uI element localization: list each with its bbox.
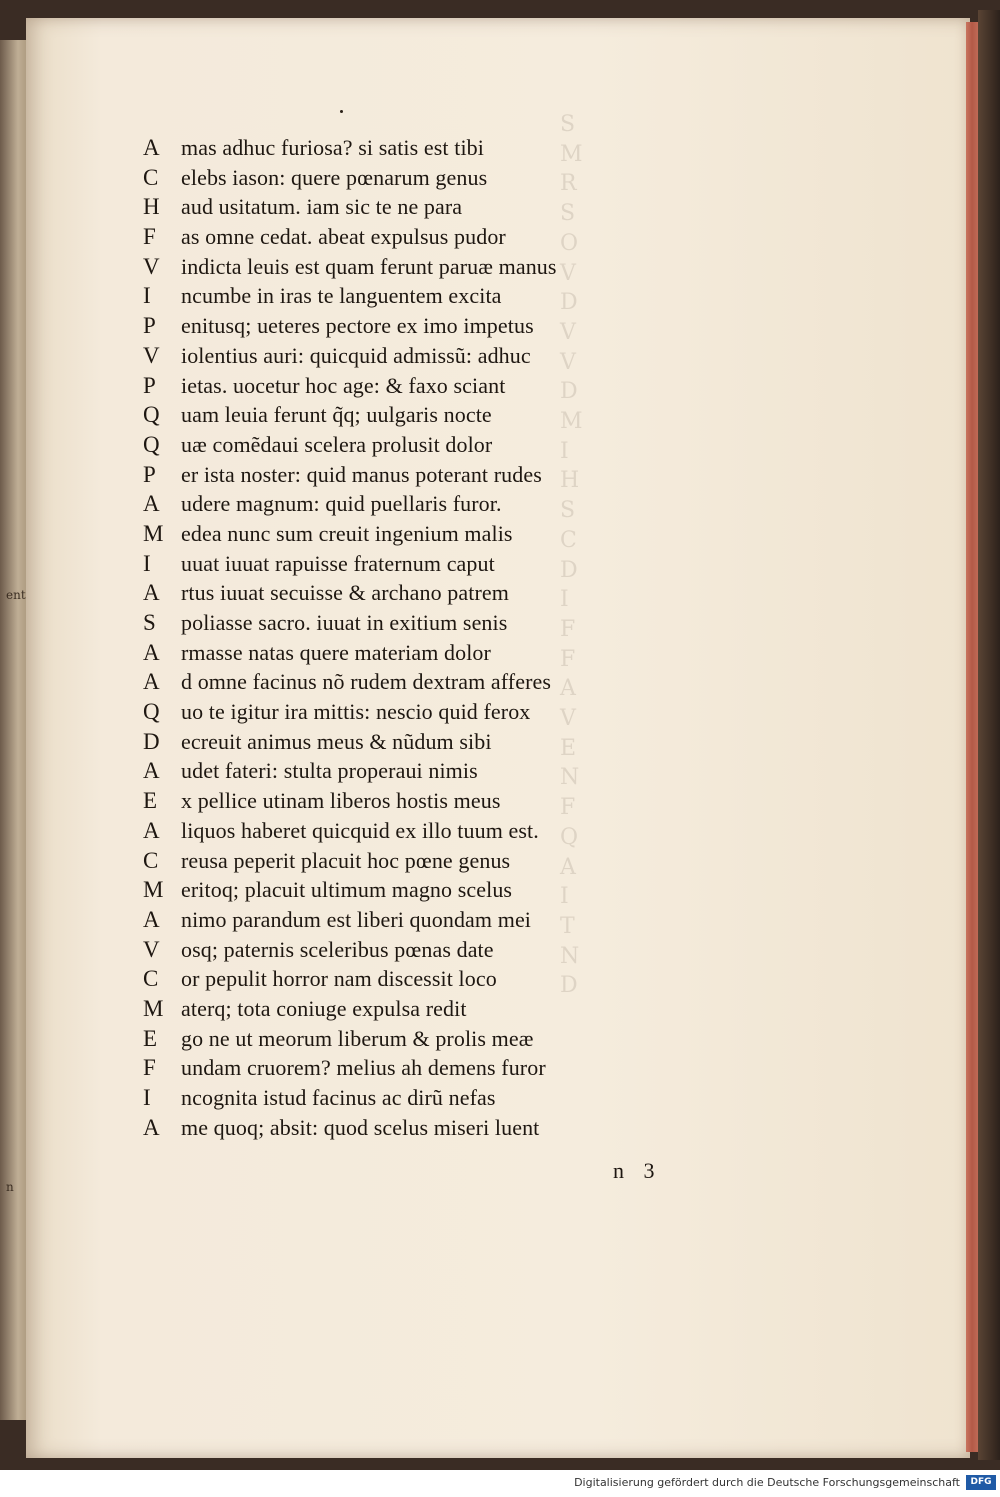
verse-line: [143, 697, 663, 727]
dfg-logo: DFG: [966, 1475, 996, 1490]
show-through-letter: N: [560, 943, 580, 969]
book-cover-edge: [978, 10, 1000, 1460]
verse-line: [143, 371, 663, 401]
verse-initial: A: [143, 491, 160, 517]
show-through-letter: I: [560, 587, 569, 613]
verse-line: [143, 905, 663, 935]
signature-mark: [613, 1158, 655, 1184]
verse-text: aterq; tota coniuge expulsa redit: [181, 995, 467, 1021]
verse-initial: A: [143, 639, 160, 665]
verse-line: [143, 935, 663, 965]
verse-initial: A: [143, 1114, 160, 1140]
show-through-letter: M: [560, 409, 583, 435]
verse-initial: A: [143, 758, 160, 784]
verse-initial: A: [143, 135, 160, 160]
verse-line: [143, 519, 663, 549]
footer-credit: Digitalisierung gefördert durch die Deutsche Forschungsgemeinschaft: [574, 1476, 960, 1489]
verse-text: x pellice utinam liberos hostis meus: [181, 788, 501, 814]
verse-text: ietas. uocetur hoc age: & faxo sciant: [181, 372, 506, 398]
verse-initial: A: [143, 906, 160, 932]
left-page-fragment: ent: [6, 588, 26, 602]
show-through-letter: N: [560, 765, 580, 791]
verse-initial: M: [143, 995, 164, 1021]
verse-text: ecreuit animus meus & nũdum sibi: [181, 728, 492, 754]
verse-initial: I: [143, 1085, 151, 1110]
verse-initial: F: [143, 1055, 156, 1081]
show-through-letter: F: [560, 795, 576, 821]
verse-line: [143, 846, 663, 876]
show-through-letter: F: [560, 646, 576, 672]
verse-initial: E: [143, 1025, 158, 1051]
verse-initial: E: [143, 788, 158, 814]
left-page-fragment: n: [6, 1180, 14, 1194]
verse-line: [143, 756, 663, 786]
verse-line: [143, 816, 663, 846]
verse-text: reusa peperit placuit hoc pœne genus: [181, 847, 511, 873]
verse-text: d omne facinus nõ rudem dextram afferes: [181, 669, 552, 695]
show-through-letter: D: [560, 973, 578, 999]
show-through-letter: V: [560, 349, 576, 375]
verse-text: aud usitatum. iam sic te ne para: [181, 194, 463, 220]
verse-line: [143, 964, 663, 994]
verse-initial: M: [143, 520, 164, 546]
verse-text: edea nunc sum creuit ingenium malis: [181, 520, 513, 546]
verse-line: [143, 192, 663, 222]
show-through-letter: F: [560, 616, 576, 642]
verse-line: [143, 578, 663, 608]
verse-text: uam leuia ferunt q̃q; uulgaris nocte: [181, 402, 492, 428]
verse-line: [143, 1113, 663, 1143]
verse-initial: A: [143, 580, 160, 606]
show-through-letter: V: [560, 706, 576, 732]
verse-text: elebs iason: quere pœnarum genus: [181, 164, 488, 190]
verse-line: [143, 311, 663, 341]
verse-text: uuat iuuat rapuisse fraternum caput: [181, 550, 495, 576]
verse-text: ncumbe in iras te languentem excita: [181, 283, 502, 309]
signature-number: 3: [643, 1158, 655, 1183]
verse-line: [143, 608, 663, 638]
verse-initial: V: [143, 253, 160, 279]
verse-line: [143, 430, 663, 460]
verse-line: [143, 281, 663, 311]
verse-initial: A: [143, 669, 160, 695]
show-through-letter: I: [560, 884, 569, 910]
verse-initial: M: [143, 877, 164, 903]
verse-text: indicta leuis est quam ferunt paruæ manus: [181, 253, 557, 279]
verse-text: as omne cedat. abeat expulsus pudor: [181, 224, 506, 250]
verse-text: undam cruorem? melius ah demens furor: [181, 1055, 546, 1081]
verse-line: [143, 786, 663, 816]
show-through-letter: H: [560, 468, 580, 494]
show-through-letter: E: [560, 735, 577, 761]
verse-line: [143, 489, 663, 519]
show-through-letter: V: [560, 319, 576, 345]
verse-initial: Q: [143, 431, 160, 457]
red-page-edges: [966, 22, 978, 1452]
show-through-letter: I: [560, 438, 569, 464]
verse-line: [143, 994, 663, 1024]
verse-initial: C: [143, 164, 159, 190]
show-through-letter: V: [560, 260, 576, 286]
verse-initial: P: [143, 461, 156, 487]
footer-bar: [0, 1470, 1000, 1497]
verse-text: poliasse sacro. iuuat in exitium senis: [181, 610, 508, 635]
verse-line: [143, 727, 663, 757]
show-through-letter: O: [560, 230, 579, 256]
verse-text: or pepulit horror nam discessit loco: [181, 966, 497, 992]
verse-text: nimo parandum est liberi quondam mei: [181, 906, 532, 932]
verse-initial: D: [143, 728, 160, 754]
verse-initial: C: [143, 847, 159, 873]
verse-initial: V: [143, 342, 160, 368]
show-through-letter: S: [560, 201, 576, 227]
verse-line: [143, 252, 663, 282]
verse-initial: A: [143, 817, 160, 843]
show-through-letter: A: [560, 676, 576, 702]
verse-initial: Q: [143, 402, 160, 428]
verse-text: liquos haberet quicquid ex illo tuum est.: [181, 817, 539, 843]
signature-letter: n: [613, 1158, 624, 1183]
verse-text: ncognita istud facinus ac dirũ nefas: [181, 1085, 496, 1110]
verse-initial: P: [143, 313, 156, 339]
verse-initial: S: [143, 610, 156, 635]
verse-initial: Q: [143, 699, 160, 725]
verse-text: iolentius auri: quicquid admissũ: adhuc: [181, 342, 531, 368]
verse-initial: V: [143, 936, 160, 962]
verse-line: [143, 222, 663, 252]
verse-line: [143, 460, 663, 490]
show-through-letter: D: [560, 557, 578, 583]
verse-text: go ne ut meorum liberum & prolis meæ: [181, 1025, 534, 1051]
verse-block: [143, 133, 663, 1142]
show-through-letter: T: [560, 913, 575, 939]
verse-line: [143, 1083, 663, 1113]
show-through-letter: M: [560, 141, 583, 167]
verse-initial: I: [143, 550, 151, 576]
show-through-letter: D: [560, 379, 578, 405]
verse-text: er ista noster: quid manus poterant rudes: [181, 461, 542, 487]
verse-line: [143, 638, 663, 668]
verse-text: mas adhuc furiosa? si satis est tibi: [181, 135, 484, 160]
verse-line: [143, 549, 663, 579]
verse-line: [143, 400, 663, 430]
show-through-letter: S: [560, 112, 576, 137]
show-through-letter: S: [560, 498, 576, 524]
verse-line: [143, 133, 663, 163]
verse-line: [143, 341, 663, 371]
verse-line: [143, 163, 663, 193]
verse-line: [143, 1024, 663, 1054]
verse-text: rmasse natas quere materiam dolor: [181, 639, 491, 665]
verse-text: rtus iuuat secuisse & archano patrem: [181, 580, 509, 606]
verse-initial: P: [143, 372, 156, 398]
verse-text: uo te igitur ira mittis: nescio quid ferox: [181, 699, 531, 725]
verse-initial: I: [143, 283, 151, 309]
verse-text: udet fateri: stulta properaui nimis: [181, 758, 478, 784]
verse-initial: C: [143, 966, 159, 992]
verse-line: [143, 667, 663, 697]
show-through-letter: A: [560, 854, 576, 880]
verse-text: enitusq; ueteres pectore ex imo impetus: [181, 313, 534, 339]
verse-initial: H: [143, 194, 160, 220]
verse-text: udere magnum: quid puellaris furor.: [181, 491, 502, 517]
show-through-letter: Q: [560, 824, 579, 850]
verse-line: [143, 1053, 663, 1083]
verse-line: [143, 875, 663, 905]
verse-text: uæ comẽdaui scelera prolusit dolor: [181, 431, 493, 457]
show-through-letter: D: [560, 290, 578, 316]
show-through-letter: C: [560, 527, 577, 553]
verse-text: me quoq; absit: quod scelus miseri luent: [181, 1114, 540, 1140]
verse-text: eritoq; placuit ultimum magno scelus: [181, 877, 513, 903]
verse-initial: F: [143, 224, 156, 250]
verse-text: osq; paternis sceleribus pœnas date: [181, 936, 494, 962]
show-through-letter: R: [560, 171, 577, 197]
ink-dot: [340, 110, 343, 113]
